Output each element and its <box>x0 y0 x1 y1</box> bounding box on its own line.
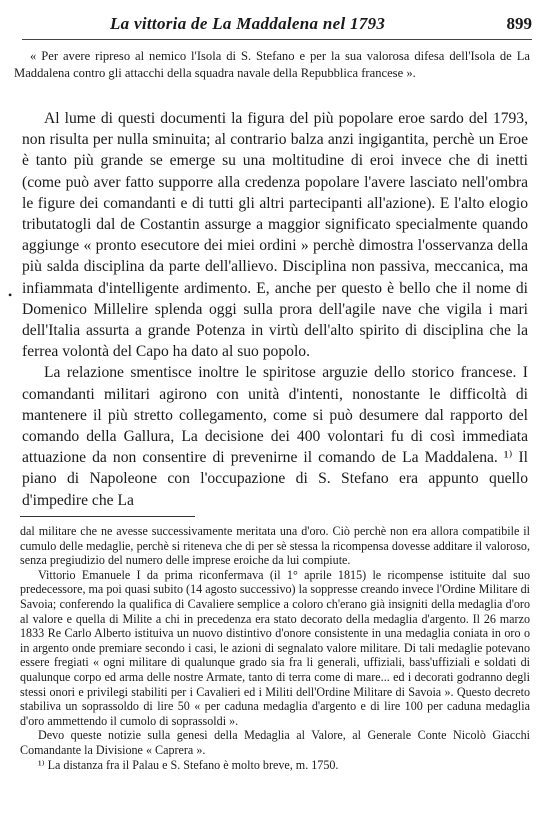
footnote-1: ¹⁾ La distanza fra il Palau e S. Stefano è molto breve, m. 1750. <box>38 757 339 772</box>
footnote-paragraph-devo: Devo queste notizie sulla genesi della Medaglia al Valore, al Generale Conte Nicolò Giacchi Comandante la Divisione « Caprera ». <box>20 728 530 757</box>
body-paragraph-2: La relazione smentisce inoltre le spiritose arguzie dello storico francese. I comandanti militari agirono con unità d'intenti, nonostante le difficoltà di mantenere il più stretto collegamento, come si può desumere dal rapporto del comando della Gallura, La decisione dei 400 volontari fu di così immediata attuazione da non consentire di prevenirne il comando de La Maddalena. ¹⁾ Il piano di Napoleone con l'occupazione di S. Stefano era appunto quello d'impedire che La <box>22 364 528 509</box>
quotation-block <box>14 48 530 81</box>
footnotes <box>20 524 530 772</box>
main-text <box>22 108 528 511</box>
footnote-rule <box>20 516 195 517</box>
margin-mark: • <box>8 288 13 302</box>
quotation-text: « Per avere ripreso al nemico l'Isola di S. Stefano e per la sua valorosa difesa dell'Isola de La Maddalena contro gli attacchi della squadra navale della Repubblica francese ». <box>14 49 530 80</box>
footnote-paragraph-vittorio: Vittorio Emanuele I da prima riconfermava (il 1° aprile 1815) le ricompense istituite dal suo predecessore, ma poi quasi subito (14 agosto successivo) la soppresse creando invece l'Ordine Militare di Savoia; conferendo la qualifica di Cavaliere semplice a coloro ch'erano già insigniti della medaglia d'oro al valore e quella di Milite a chi in precedenza era stato decorato della medaglia d'argento. Il 26 marzo 1833 Re Carlo Alberto istituiva un nuovo distintivo d'onore consistente in una medaglia coniata in oro o in argento onde premiare secondo i casi, le azioni di segnalato valore militare. Di tali medaglie potevano essere fregiati « ogni militare di qualunque grado sia fra li generali, uffiziali, bass'uffiziali e soldati di qualunque corpo ed arma delle nostre Armate, tanto di terra come di mare... ed i decorati godranno degli stessi onori e privilegi stabiliti per i Cavalieri ed i Militi dell'Ordine Militare di Savoia ». Questo decreto stabiliva un soprassoldo di lire 50 « per caduna medaglia d'argento e di lire 100 per caduna medaglia d'oro ammettendo il cumolo di soprassoldi ». <box>20 567 530 728</box>
page-header <box>30 14 532 36</box>
body-paragraph-1: Al lume di questi documenti la figura del più popolare eroe sardo del 1793, non risulta per nulla sminuita; al contrario balza anzi ingigantita, perchè un Eroe è tanto più grande se emerge su una moltitudine di eroi invece che di inetti (come può aver fatto supporre alla credenza popolare l'avere lasciato nell'ombra le figure dei comandanti e di tutti gli altri partecipanti all'azione). E l'alto elogio tributatogli dal de Costantin assurge a maggior significato specialmente quando aggiunge « pronto esecutore dei miei ordini » perchè dimostra l'osservanza della più salda disciplina da parte dell'allievo. Disciplina non passiva, meccanica, ma infiammata d'intelligente ardimento. E, anche per questo è bello che il nome di Domenico Millelire splenda oggi sulla prora dell'agile nave che vigila i mari dell'Italia assurta a grande Potenza in virtù dell'alto spirito di disciplina che la ferrea volontà del Capo ha dato al suo popolo. <box>22 110 528 361</box>
running-title: La vittoria de La Maddalena nel 1793 <box>110 14 386 33</box>
header-rule <box>22 39 532 40</box>
footnote-continuation: dal militare che ne avesse successivamente meritata una d'oro. Ciò perchè non era allora compatibile il cumulo delle medaglie, perchè si riteneva che di per sè stessa la ricompensa dovesse additare il valoroso, senza pregiudizio del numero delle imprese eroiche da lui compiute. <box>20 524 530 568</box>
page-number: 899 <box>506 14 532 33</box>
